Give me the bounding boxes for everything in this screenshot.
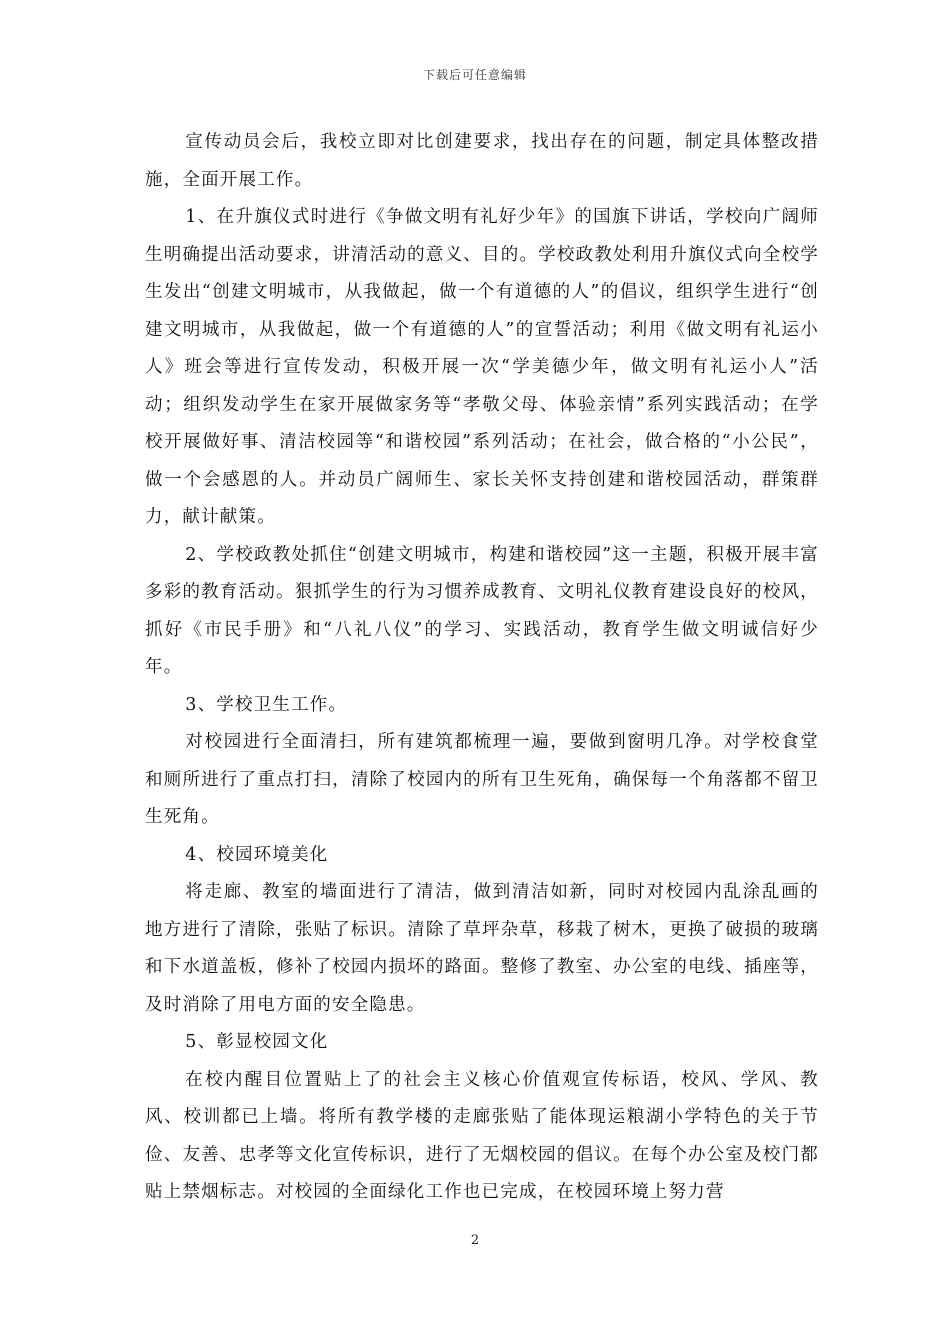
document-body <box>145 124 819 1212</box>
paragraph-hygiene: 对校园进行全面清扫，所有建筑都梳理一遍，要做到窗明几净。对学校食堂和厕所进行了重点打扫，清除了校园内的所有卫生死角，确保每一个角落都不留卫生死角。 <box>145 732 819 827</box>
page-number: 2 <box>470 1233 480 1248</box>
paragraph-item-1: 1、在升旗仪式时进行《争做文明有礼好少年》的国旗下讲话，学校向广阔师生明确提出活动要求，讲清活动的意义、目的。学校政教处利用升旗仪式向全校学生发出“创建文明城市，从我做起，做一个有道德的人”的倡议，组织学生进行“创建文明城市，从我做起，做一个有道德的人”的宣誓活动；利用《做文明有礼运小人》班会等进行宣传发动，积极开展一次“学美德少年，做文明有礼运小人”活动；组织发动学生在家开展做家务等“孝敬父母、体验亲情”系列实践活动；在学校开展做好事、清洁校园等“和谐校园”系列活动；在社会，做合格的“小公民”，做一个会感恩的人。并动员广阔师生、家长关怀支持创建和谐校园活动，群策群力，献计献策。 <box>145 207 819 527</box>
paragraph-environment: 将走廊、教室的墙面进行了清洁，做到清洁如新，同时对校园内乱涂乱画的地方进行了清除，张贴了标识。清除了草坪杂草，移栽了树木，更换了破损的玻璃和下水道盖板，修补了校园内损坏的路面。整修了教室、办公室的电线、插座等，及时消除了用电方面的安全隐患。 <box>145 882 819 1015</box>
section-heading-culture: 5、彰显校园文化 <box>185 1032 329 1052</box>
section-heading-hygiene: 3、学校卫生工作。 <box>185 694 348 715</box>
paragraph-intro: 宣传动员会后，我校立即对比创建要求，找出存在的问题，制定具体整改措施，全面开展工作。 <box>145 132 819 190</box>
paragraph-culture: 在校内醒目位置贴上了的社会主义核心价值观宣传标语，校风、学风、教风、校训都已上墙。将所有教学楼的走廊张贴了能体现运粮湖小学特色的关于节俭、友善、忠孝等文化宣传标识，进行了无烟校园的倡议。在每个办公室及校门都贴上禁烟标志。对校园的全面绿化工作也已完成，在校园环境上努力营 <box>145 1069 819 1202</box>
section-heading-environment: 4、校园环境美化 <box>185 844 329 865</box>
paragraph-item-2: 2、学校政教处抓住“创建文明城市，构建和谐校园”这一主题，积极开展丰富多彩的教育活动。狠抓学生的行为习惯养成教育、文明礼仪教育建设良好的校风，抓好《市民手册》和“八礼八仪”的学习、实践活动，教育学生做文明诚信好少年。 <box>145 544 819 677</box>
header-note: 下载后可任意编辑 <box>422 68 527 82</box>
